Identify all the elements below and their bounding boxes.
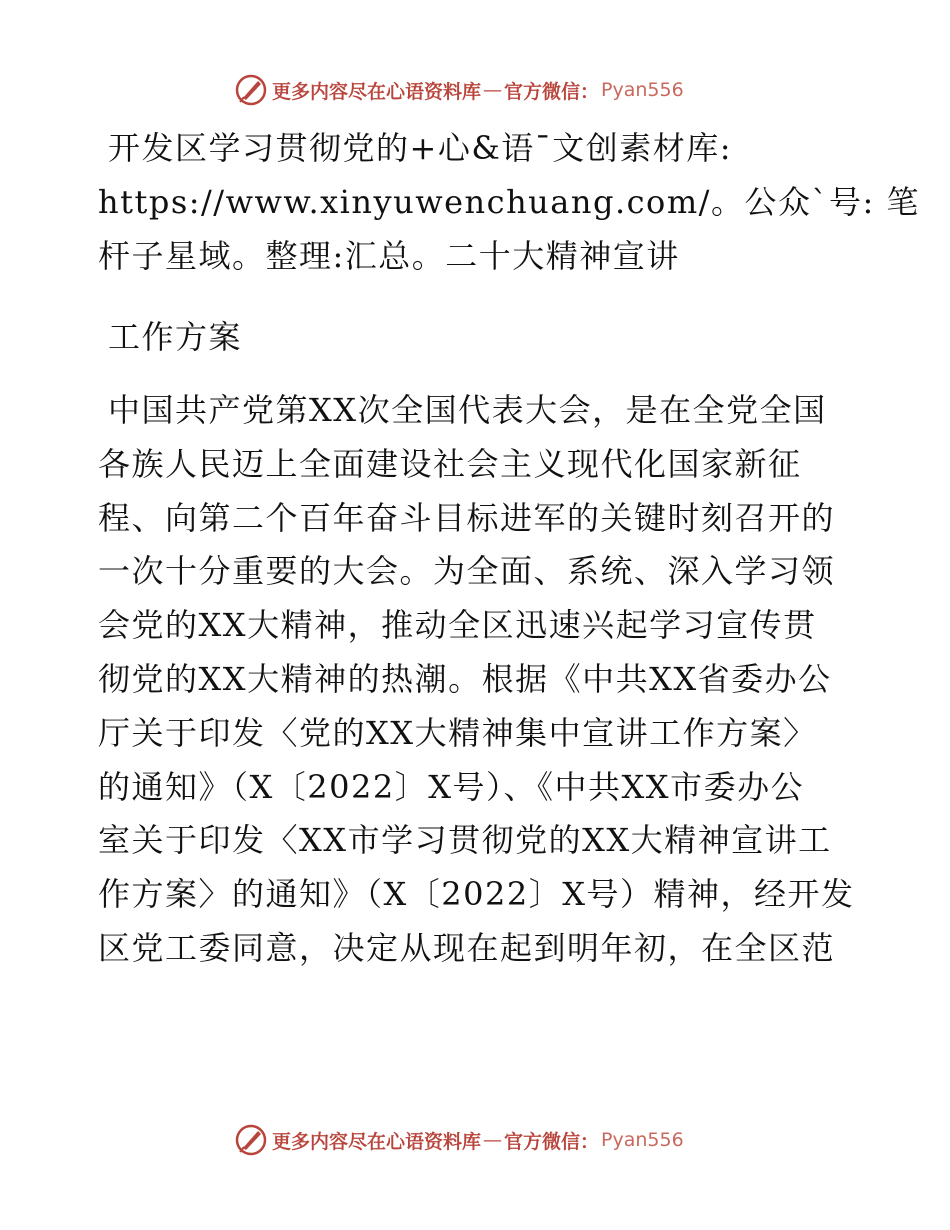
header-banner: [234, 72, 684, 108]
banner-dash: —: [483, 1129, 503, 1151]
intro-line: 杆子星域。整理:汇总。二十大精神宣讲: [98, 236, 680, 275]
body-line: 室关于印发〈XX市学习贯彻党的XX大精神宣讲工: [98, 821, 832, 860]
body-line: 会党的XX大精神，推动全区迅速兴起学习宣传贯: [98, 606, 817, 645]
body-line: 各族人民迈上全面建设社会主义现代化国家新征: [98, 444, 802, 483]
banner-dash: —: [483, 79, 503, 101]
intro-line: https://www.xinyuwenchuang.com/。公众ˋ号: 笔: [98, 182, 920, 221]
banner-wechat-label: 官方微信：: [504, 80, 600, 103]
footer-banner: [234, 1122, 684, 1158]
quill-logo-icon: [234, 1123, 268, 1157]
banner-wechat-id: Pyan556: [601, 1129, 684, 1151]
title-line: 工作方案: [108, 318, 243, 356]
section-title: [98, 311, 858, 365]
body-line: 的通知》（X〔2022〕X号）、《中共XX市委办公: [98, 767, 805, 806]
body-line: 区党工委同意，决定从现在起到明年初，在全区范: [98, 928, 836, 967]
intro-line: 开发区学习贯彻党的+心&语¯文创素材库:: [108, 129, 733, 167]
quill-logo-icon: [234, 73, 268, 107]
banner-title: 更多内容尽在心语资料库: [272, 1130, 482, 1153]
body-paragraph: [98, 384, 858, 976]
body-line: 厅关于印发〈党的XX大精神集中宣讲工作方案〉: [98, 713, 817, 752]
body-line: 作方案〉的通知》（X〔2022〕X号）精神，经开发: [98, 875, 855, 914]
body-line: 一次十分重要的大会。为全面、系统、深入学习领: [98, 552, 836, 591]
banner-wechat-id: Pyan556: [601, 79, 684, 101]
body-line: 中国共产党第XX次全国代表大会，是在全党全国: [108, 391, 827, 429]
intro-paragraph: [98, 122, 920, 283]
banner-wechat-label: 官方微信：: [504, 1130, 600, 1153]
body-line: 程、向第二个百年奋斗目标进军的关键时刻召开的: [98, 498, 836, 537]
banner-title: 更多内容尽在心语资料库: [272, 80, 482, 103]
body-line: 彻党的XX大精神的热潮。根据《中共XX省委办公: [98, 659, 832, 698]
